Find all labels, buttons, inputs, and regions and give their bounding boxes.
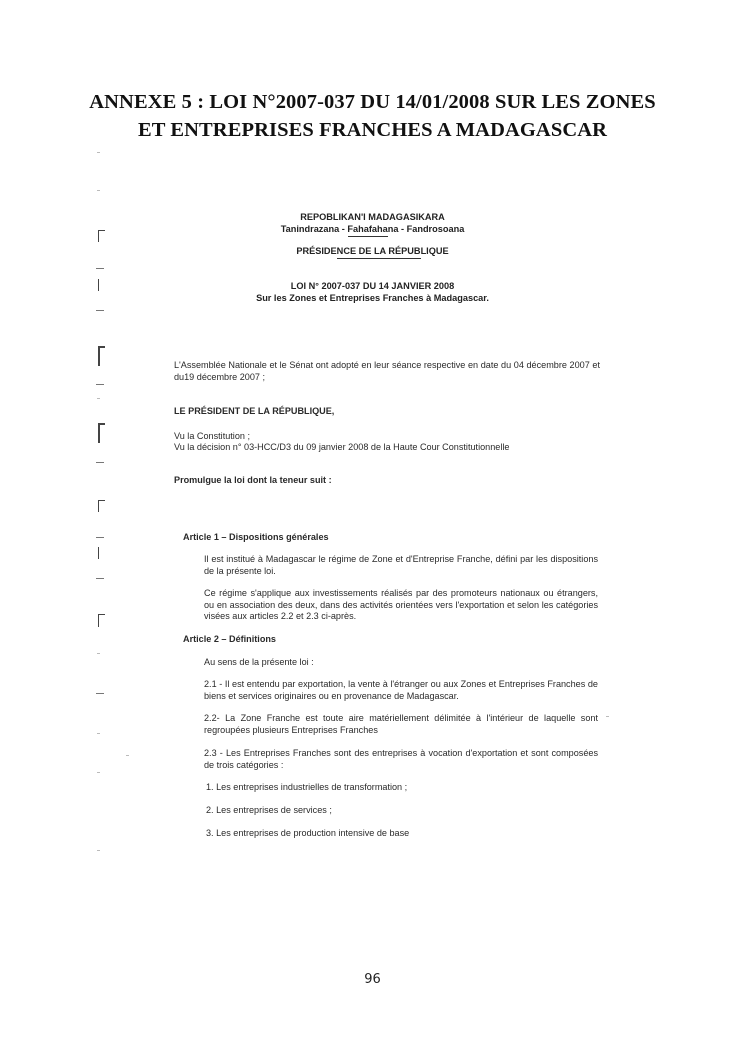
- article-1-paragraph-1: Il est institué à Madagascar le régime de Zone et d'Entreprise Franche, défini par les dispositions de la présente loi.: [204, 554, 598, 576]
- annex-title-line-1: ANNEXE 5 : LOI N°2007-037 DU 14/01/2008 SUR LES ZONES: [89, 91, 656, 113]
- national-motto: Tanindrazana - Fahafahana - Fandrosoana: [280, 224, 465, 234]
- law-number: LOI N° 2007-037 DU 14 JANVIER 2008: [290, 281, 455, 291]
- adoption-paragraph: L'Assemblée Nationale et le Sénat ont adopté en leur séance respective en date du 04 décembre 2007 et du19 décembre 2007 ;: [174, 360, 600, 382]
- category-1: 1. Les entreprises industrielles de transformation ;: [206, 782, 408, 792]
- article-1-heading: Article 1 – Dispositions générales: [183, 532, 329, 542]
- definition-2-3: 2.3 - Les Entreprises Franches sont des entreprises à vocation d'exportation et sont composées de trois catégories :: [204, 748, 598, 770]
- law-subject: Sur les Zones et Entreprises Franches à Madagascar.: [256, 293, 489, 303]
- promulgation-line: Promulgue la loi dont la teneur suit :: [174, 475, 332, 485]
- presidency-title: PRÉSIDENCE DE LA RÉPUBLIQUE: [296, 246, 449, 256]
- motto-underline: [348, 236, 388, 237]
- presidency-underline: [337, 258, 421, 259]
- republic-name: REPOBLIKAN'I MADAGASIKARA: [300, 212, 445, 222]
- vu-hcc-decision: Vu la décision n° 03-HCC/D3 du 09 janvier 2008 de la Haute Cour Constitutionnelle: [174, 442, 510, 452]
- definition-2-2: 2.2- La Zone Franche est toute aire matériellement délimitée à l'intérieur de laquelle sont regroupées plusieurs Entreprises Franches: [204, 713, 598, 735]
- page-number: 96: [364, 972, 381, 987]
- article-2-heading: Article 2 – Définitions: [183, 634, 276, 644]
- president-heading: LE PRÉSIDENT DE LA RÉPUBLIQUE,: [174, 406, 335, 416]
- annex-title-line-2: ET ENTREPRISES FRANCHES A MADAGASCAR: [137, 119, 608, 141]
- category-3: 3. Les entreprises de production intensive de base: [206, 828, 410, 838]
- definition-2-1: 2.1 - Il est entendu par exportation, la vente à l'étranger ou aux Zones et Entreprises Franches de biens et services originaires ou en provenance de Madagascar.: [204, 679, 598, 701]
- article-1-paragraph-2: Ce régime s'applique aux investissements réalisés par des promoteurs nationaux ou étrangers, ou en association des deux, dans des activités orientées vers l'exportation et selon les catégories visées aux articles 2.2 et 2.3 ci-après.: [204, 588, 598, 621]
- vu-constitution: Vu la Constitution ;: [174, 431, 250, 441]
- category-2: 2. Les entreprises de services ;: [206, 805, 332, 815]
- article-2-intro: Au sens de la présente loi :: [204, 657, 314, 667]
